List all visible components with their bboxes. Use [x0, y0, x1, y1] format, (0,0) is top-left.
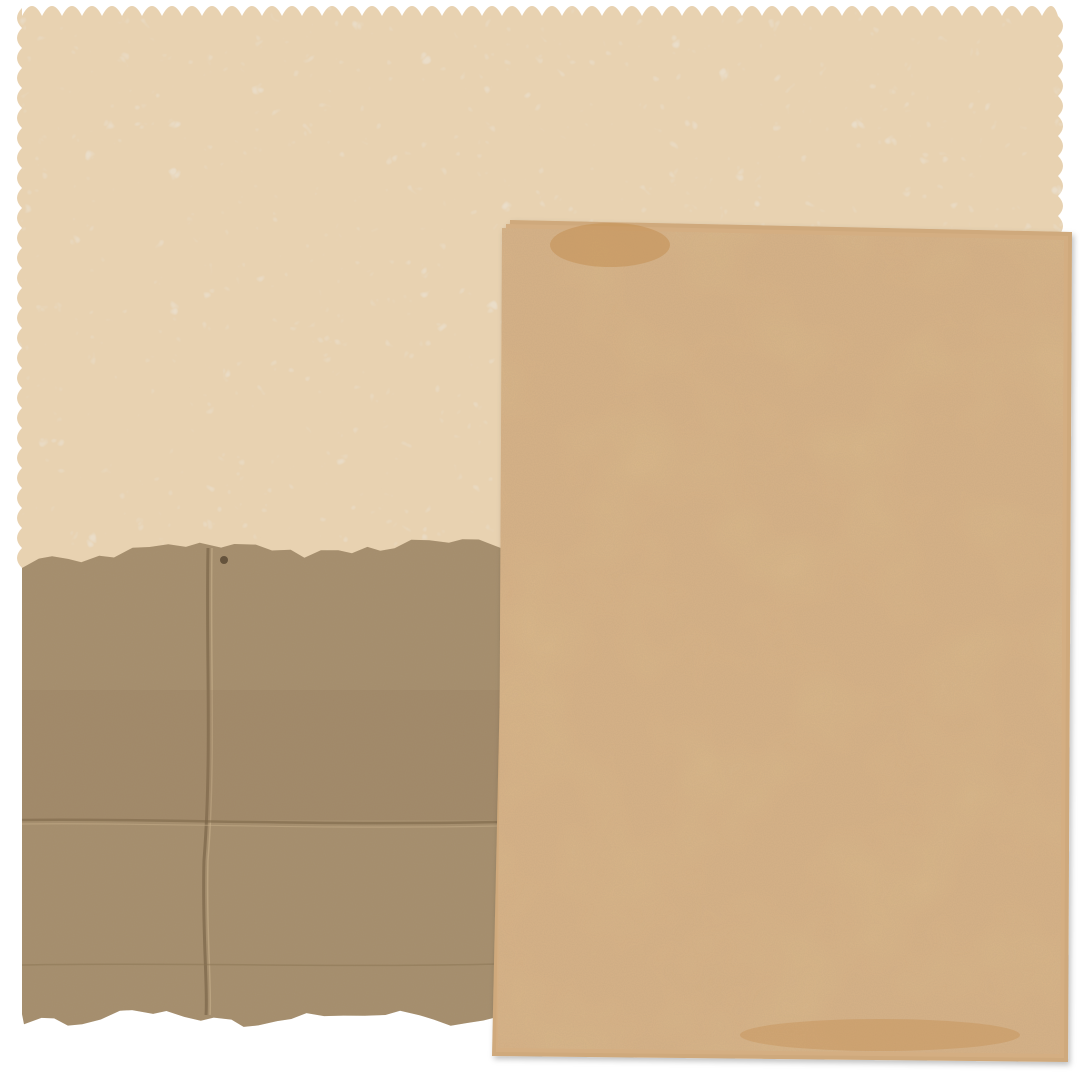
vintage-paper-stack [492, 220, 1072, 1062]
vintage-paper-grain [498, 228, 1064, 1054]
vintage-paper-top-stain [550, 223, 670, 267]
kraft-shade-band [22, 690, 502, 820]
kraft-paper-sheet [22, 539, 505, 1027]
kraft-dark-speck [220, 556, 228, 564]
vintage-paper-bottom-stain [740, 1019, 1020, 1051]
